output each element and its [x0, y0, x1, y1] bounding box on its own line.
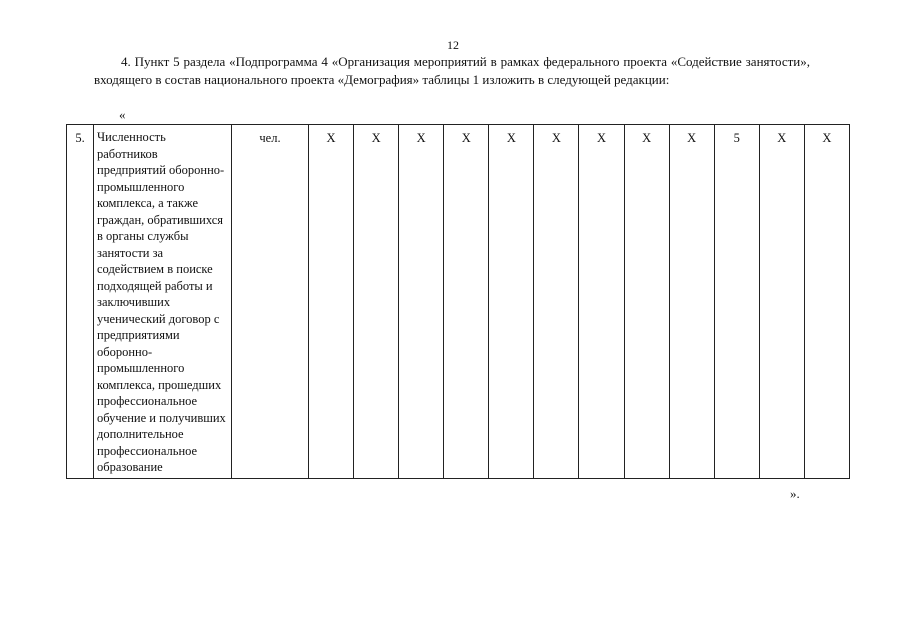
value-cell: 5 [714, 125, 759, 479]
value-cell: X [309, 125, 354, 479]
opening-quote: « [119, 107, 126, 122]
indicator-name: Численность работников предприятий оборонно-промышленного комплекса, а также граждан, обратившихся в органы службы занятости за содействием в поиске подходящей работы и заключивших ученический договор с предприятиями оборонно-промышленного комплекса, прошедших профессиональное обучение и получивших дополнительное профессиональное образование [94, 125, 232, 479]
value-cell: X [354, 125, 399, 479]
value-cell: X [579, 125, 624, 479]
value-cell: X [534, 125, 579, 479]
value-cell: X [399, 125, 444, 479]
table-row [67, 125, 850, 479]
value-cell: X [669, 125, 714, 479]
value-cell: X [804, 125, 849, 479]
closing-quote: ». [790, 486, 800, 501]
value-cell: X [759, 125, 804, 479]
page-number: 12 [447, 38, 459, 52]
amendment-paragraph: 4. Пункт 5 раздела «Подпрограмма 4 «Организация мероприятий в рамках федерального проекта «Содействие занятости», входящего в состав национального проекта «Демография» таблицы 1 изложить в следующей редакции: [94, 54, 810, 87]
value-cell: X [624, 125, 669, 479]
value-cell: X [444, 125, 489, 479]
indicators-table [66, 124, 850, 479]
row-number: 5. [67, 125, 94, 479]
unit-of-measure: чел. [232, 125, 309, 479]
value-cell: X [489, 125, 534, 479]
